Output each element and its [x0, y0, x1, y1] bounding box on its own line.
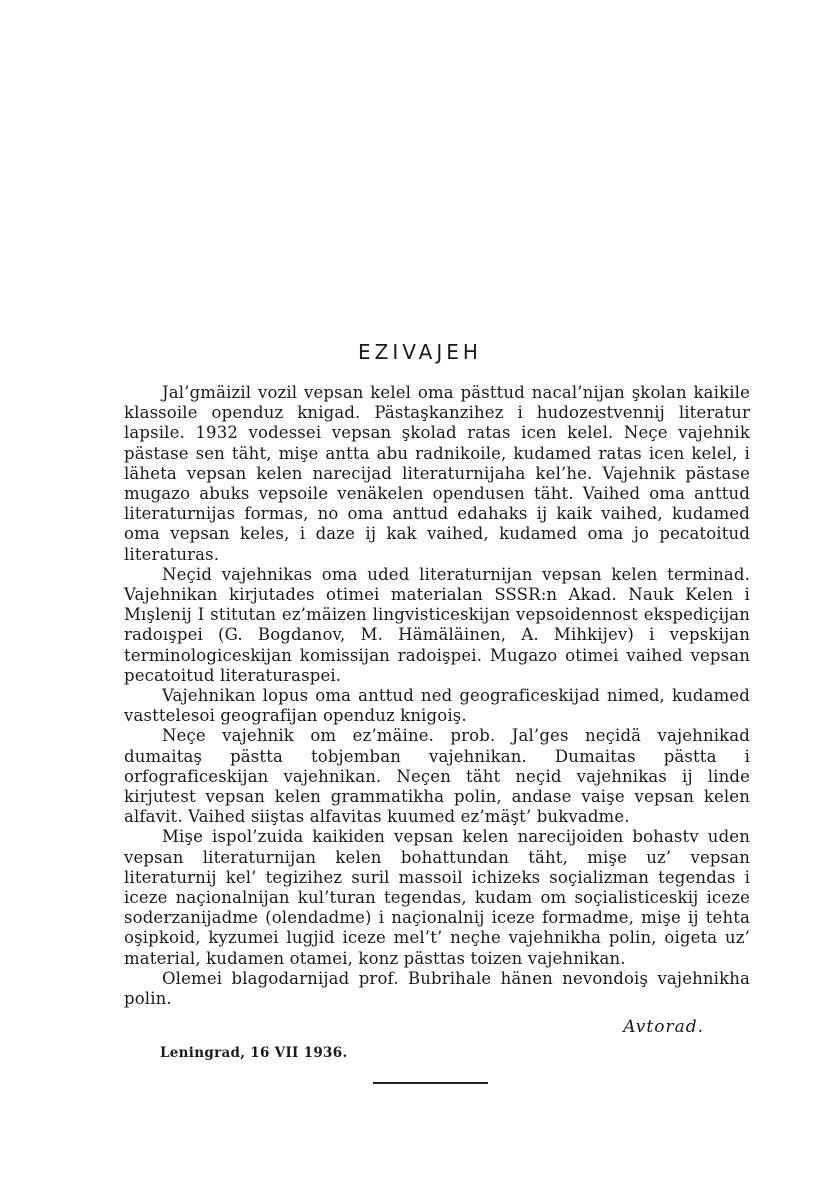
signature: Avtorad.	[623, 1017, 704, 1037]
divider-rule	[373, 1082, 488, 1084]
paragraph: Olemei blagodarnijad prof. Bubrihale hänen nevondoiş vajehnikha polin.	[124, 968, 750, 1009]
paragraph: Jal’gmäizil vozil vepsan kelel oma pästtud nacal’nijan şkolan kaikile klassoile openduz knigad. Pästaşkanzihez i hudozestvennij literatur lapsile. 1932 vodessei vepsan şkolad ratas icen kelel. Neçe vajehnik pästase sen täht, mişe antta abu radnikoile, kudamed ratas icen kelel, i läheta vepsan kelen narecijad literaturnijaha kel’he. Vajehnik pästase mugazo abuks vepsoile venäkelen opendusen täht. Vaihed oma anttud literaturnijas formas, no oma anttud edahaks ij kaik vaihed, kudamed oma vepsan keles, i daze ij kak vaihed, kudamed oma jo pecatoitud literaturas.	[124, 383, 750, 564]
body-text	[124, 383, 750, 1009]
paragraph: Neçid vajehnikas oma uded literaturnijan vepsan kelen terminad. Vajehnikan kirjutades otimei materialan SSSR:n Akad. Nauk Kelen i Mışlenij I stitutan ez’mäizen lingvisticeskijan vepsoidennost ekspediçijan radoışpei (G. Bogdanov, M. Hämäläinen, A. Mihkijev) i vepskijan terminologiceskijan komissijan radoişpei. Mugazo otimei vaihed vepsan pecatoitud literaturaspei.	[124, 564, 750, 685]
page-title: EZIVAJEH	[358, 340, 482, 364]
paragraph: Vajehnikan lopus oma anttud ned geograficeskijad nimed, kudamed vasttelesoi geografijan openduz knigoiş.	[124, 686, 750, 726]
paragraph: Neçe vajehnik om ez’mäine. prob. Jal’ges neçidä vajehnikad dumaitaş pästta tobjemban vajehnikan. Dumaitas pästta i orfograficeskijan vajehnikan. Neçen täht neçid vajehnikas ij linde kirjutest vepsan kelen grammatikha polin, andase vaişe vepsan kelen alfavit. Vaihed siiştas alfavitas kuumed ez’mäşt’ bukvadme.	[124, 726, 750, 827]
paragraph: Mişe ispol’zuida kaikiden vepsan kelen narecijoiden bohastv uden vepsan literaturnijan kelen bohattundan täht, mişe uz’ vepsan literaturnij kel’ tegizihez suril massoil ichizeks soçializman tegendas i iceze naçionalnijan kul’turan tegendas, kudam om soçialisticeskij iceze soderzanijadme (olendadme) i naçionalnij iceze formadme, mişe ij tehta oşipkoid, kyzumei lugjid iceze mel’t’ neçhe vajehnikha polin, oigeta uz’ material, kudamen otamei, konz pästtas toizen vajehnikan.	[124, 827, 750, 968]
place-date: Leningrad, 16 VII 1936.	[160, 1045, 348, 1061]
